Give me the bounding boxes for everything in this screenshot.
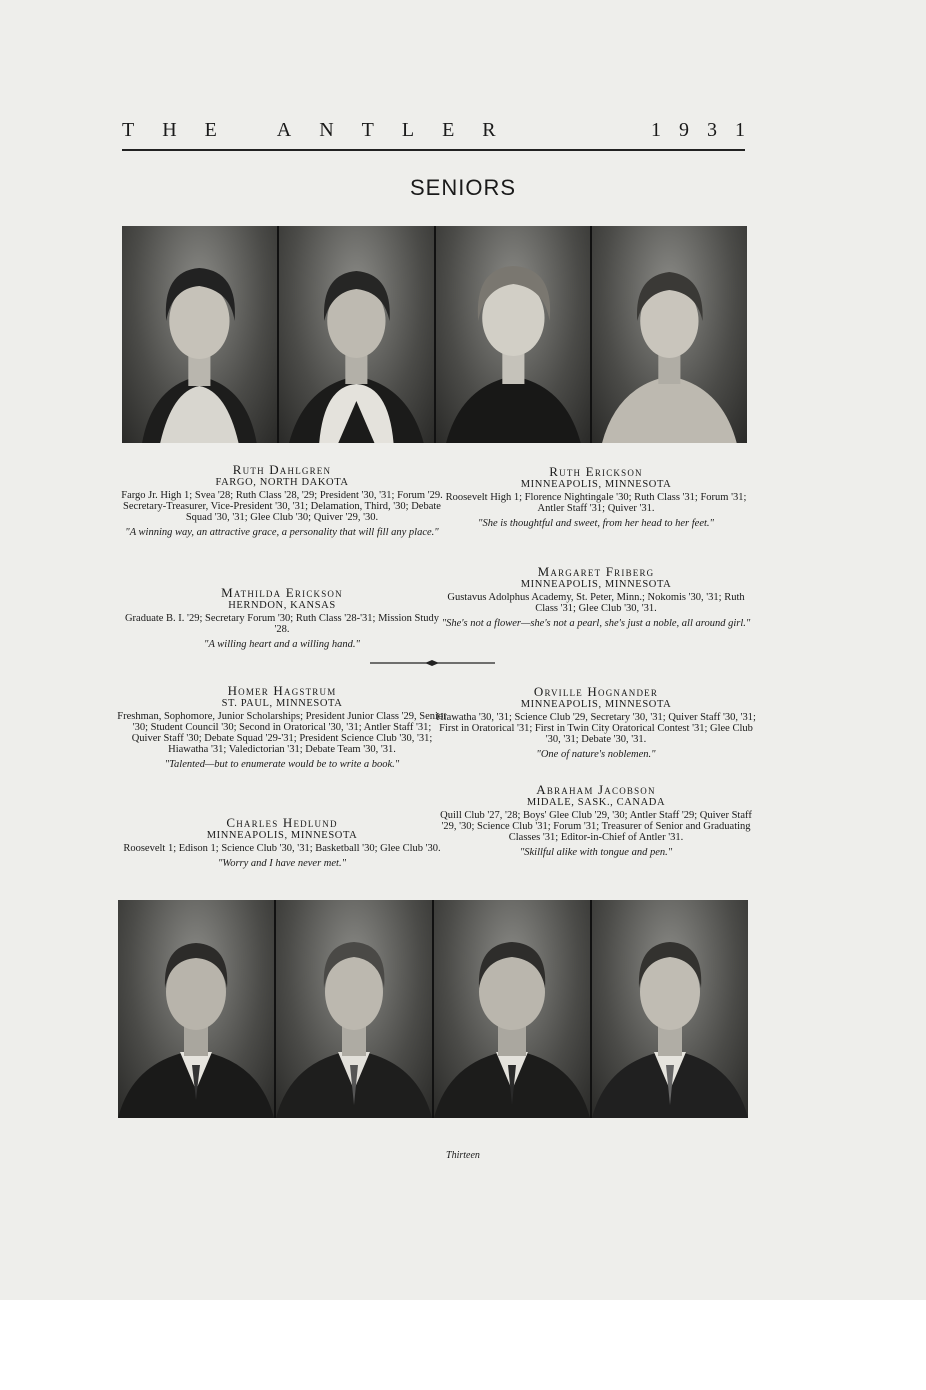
- portrait-photo-ruth-erickson: [279, 226, 434, 443]
- senior-activities: Roosevelt 1; Edison 1; Science Club '30, '31; Basketball '30; Glee Club '30.: [123, 843, 441, 854]
- portrait-photo-charles-hedlund: [434, 900, 590, 1118]
- senior-quote: "Skillful alike with tongue and pen.": [519, 847, 673, 858]
- senior-entry-margaret-friberg: [436, 565, 756, 629]
- portrait-photo-abraham-jacobson: [592, 900, 748, 1118]
- senior-activities: Freshman, Sophomore, Junior Scholarships; President Junior Class '29, Senior '30; Student Council '30; Second in Oratorical '30, '31; Antler Staff '31; Quiver Staff '30; Debate Squad '29-'31; President Science Club '30, '31; Hiawatha '31; Valedictorian '31; Debate Team '30, '31.: [117, 711, 447, 755]
- senior-quote: "Worry and I have never met.": [218, 858, 346, 869]
- senior-quote: "Talented—but to enumerate would be to write a book.": [164, 759, 400, 770]
- senior-hometown: ST. PAUL, MINNESOTA: [221, 698, 343, 709]
- senior-hometown: MIDALE, SASK., CANADA: [526, 797, 666, 808]
- senior-quote: "A winning way, an attractive grace, a personality that will fill any place.": [125, 527, 439, 538]
- senior-hometown: FARGO, NORTH DAKOTA: [215, 477, 349, 488]
- senior-activities: Gustavus Adolphus Academy, St. Peter, Minn.; Nokomis '30, '31; Ruth Class '31; Glee Club '30, '31.: [447, 592, 745, 614]
- senior-name: Orville Hognander: [533, 684, 659, 699]
- portrait-photo-mathilda-erickson: [436, 226, 591, 443]
- senior-name: Charles Hedlund: [226, 815, 338, 830]
- senior-name: Abraham Jacobson: [536, 782, 656, 797]
- ornament-divider: [370, 658, 495, 668]
- senior-quote: "She is thoughtful and sweet, from her head to her feet.": [478, 518, 714, 529]
- senior-activities: Fargo Jr. High 1; Svea '28; Ruth Class '28, '29; President '30, '31; Forum '29. Secretary-Treasurer, Vice-President '30, '31; Delamation, Third, '30; Debate Squad '30, '31; Glee Club '30; Quiver '29, '30.: [121, 490, 443, 523]
- section-title: SENIORS: [409, 175, 517, 200]
- senior-activities: Quill Club '27, '28; Boys' Glee Club '29, '30; Antler Staff '29; Quiver Staff '29, '30; Science Club '31; Forum '31; Treasurer of Senior and Graduating Classes '31; Editor-in-Chief of Antler '31.: [440, 810, 752, 843]
- senior-quote: "A willing heart and a willing hand.": [204, 639, 360, 650]
- senior-entry-abraham-jacobson: [436, 783, 756, 858]
- senior-name: Ruth Dahlgren: [232, 462, 332, 477]
- publication-year: 1931: [651, 119, 763, 141]
- page-number: Thirteen: [446, 1150, 480, 1161]
- senior-activities: Graduate B. I. '29; Secretary Forum '30; Ruth Class '28-'31; Mission Study '28.: [124, 613, 440, 635]
- portrait-row-bottom: [118, 900, 748, 1118]
- senior-entry-charles-hedlund: [117, 816, 447, 869]
- senior-entry-homer-hagstrum: [117, 684, 447, 770]
- senior-entry-mathilda-erickson: [117, 586, 447, 650]
- portrait-photo-ruth-dahlgren: [122, 226, 277, 443]
- senior-entry-ruth-erickson: [436, 465, 756, 529]
- portrait-photo-margaret-friberg: [592, 226, 747, 443]
- portrait-photo-orville-hognander: [276, 900, 432, 1118]
- senior-hometown: HERNDON, KANSAS: [228, 600, 336, 611]
- senior-activities: Hiawatha '30, '31; Science Club '29, Secretary '30, '31; Quiver Staff '30, '31; First in Oratorical '31; First in Twin City Oratorical Contest '31; Glee Club '30, '31; Debate '30, '31.: [436, 712, 756, 745]
- senior-hometown: MINNEAPOLIS, MINNESOTA: [520, 479, 672, 490]
- senior-hometown: MINNEAPOLIS, MINNESOTA: [520, 579, 672, 590]
- senior-name: Ruth Erickson: [549, 464, 643, 479]
- portrait-row-top: [122, 226, 747, 443]
- senior-activities: Roosevelt High 1; Florence Nightingale '30; Ruth Class '31; Forum '31; Antler Staff '31; Quiver '31.: [445, 492, 747, 514]
- senior-name: Mathilda Erickson: [221, 585, 343, 600]
- running-header: [122, 119, 763, 151]
- senior-name: Homer Hagstrum: [227, 683, 337, 698]
- publication-title: THE ANTLER: [122, 119, 524, 141]
- senior-name: Margaret Friberg: [537, 564, 655, 579]
- senior-hometown: MINNEAPOLIS, MINNESOTA: [520, 699, 672, 710]
- senior-hometown: MINNEAPOLIS, MINNESOTA: [206, 830, 358, 841]
- senior-quote: "She's not a flower—she's not a pearl, she's just a noble, all around girl.": [441, 618, 751, 629]
- senior-entry-ruth-dahlgren: [117, 463, 447, 538]
- senior-quote: "One of nature's noblemen.": [536, 749, 656, 760]
- portrait-photo-homer-hagstrum: [118, 900, 274, 1118]
- senior-entry-orville-hognander: [436, 685, 756, 760]
